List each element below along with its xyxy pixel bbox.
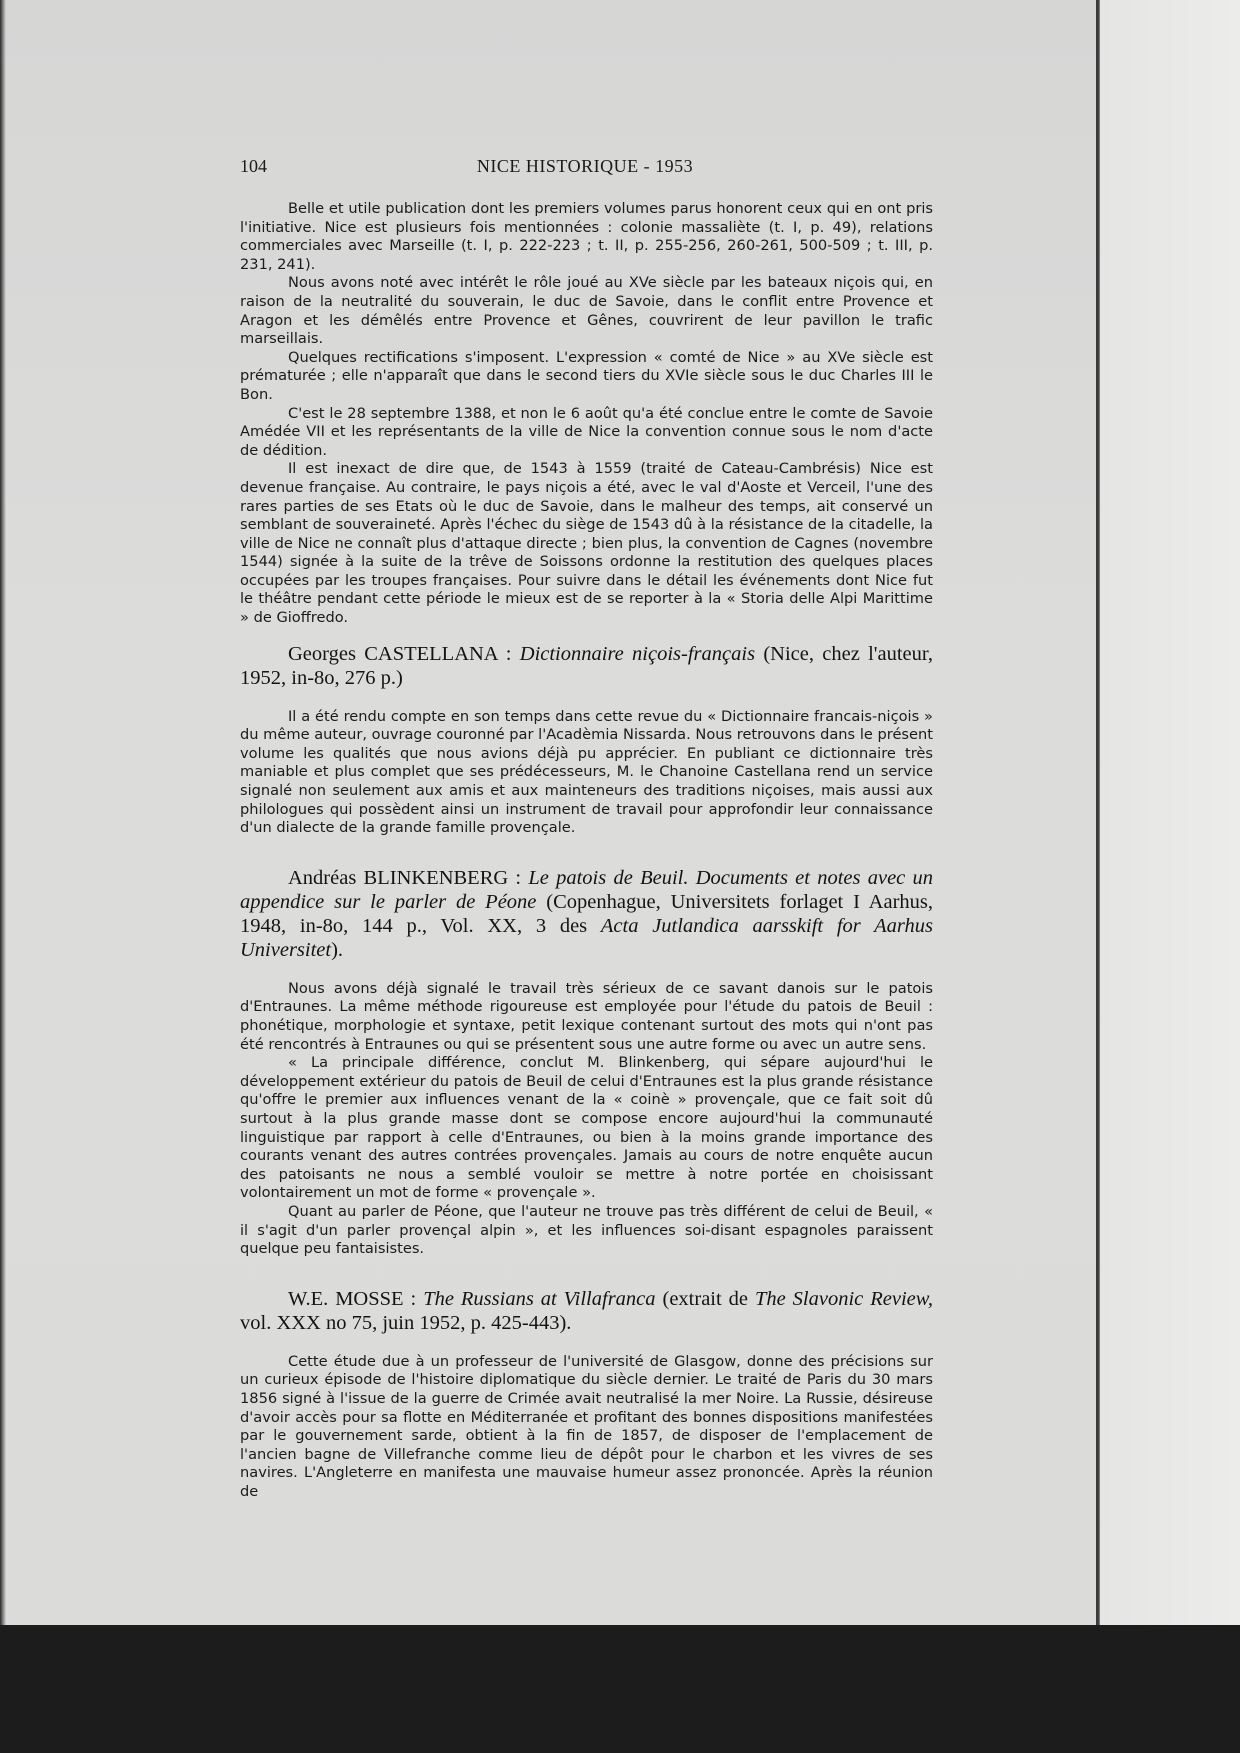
paragraph: Il est inexact de dire que, de 1543 à 1559 (traité de Cateau-Cambrésis) Nice est devenue française. Au contraire, le pays niçois a été, avec le val d'Aoste et Verceil, l'une des rares parties de ses Etats où le duc de Savoie, dans le malheur des temps, ait conservé un semblant de souveraineté. Après l'échec du siège de 1543 dû à la résistance de la citadelle, la ville de Nice ne connaît plus d'attaque directe ; bien plus, la convention de Cagnes (novembre 1544) signée à la suite de la trêve de Soissons ordonne la restitution des quelques places occupées par les troupes françaises. Pour suivre dans le détail les événements dont Nice fut le théâtre pendant cette période le mieux est de se reporter à la « Storia delle Alpi Marittime » de Gioffredo. bbox=[240, 460, 933, 627]
review-details: (extrait de bbox=[662, 1287, 748, 1310]
paragraph: Nous avons noté avec intérêt le rôle joué au XVe siècle par les bateaux niçois qui, en raison de la neutralité du souverain, le duc de Savoie, dans le conflit entre Provence et Aragon et les démêlés entre Provence et Gênes, couvrirent de leur pavillon le trafic marseillais. bbox=[240, 274, 933, 348]
paragraph: Quant au parler de Péone, que l'auteur ne trouve pas très différent de celui de Beuil, « il s'agit d'un parler provençal alpin », et les influences soi-disant espagnoles paraissent quelque peu fantaisistes. bbox=[240, 1202, 933, 1258]
journal-title: NICE HISTORIQUE - 1953 bbox=[476, 156, 694, 176]
review-details-end: ). bbox=[331, 938, 344, 961]
paragraph: Nous avons déjà signalé le travail très sérieux de ce savant danois sur le patois d'Entraunes. La même méthode rigoureuse est employée pour l'étude du patois de Beuil : phonétique, morphologie et syntaxe, petit lexique contenant surtout des mots qui n'ont pas été rencontrés à Entraunes ou qui se présentent sous une autre forme ou avec un autre sens. bbox=[240, 979, 933, 1053]
scanner-bed bbox=[0, 1625, 1240, 1753]
review-details: (Nice, chez l'auteur, 1952, in-8o, 276 p.) bbox=[240, 642, 934, 689]
paragraph: Belle et utile publication dont les premiers volumes parus honorent ceux qui en ont pris l'initiative. Nice est plusieurs fois mentionnées : colonie massaliète (t. I, p. 49), relations commerciales avec Marseille (t. I, p. 222-223 ; t. II, p. 255-256, 260-261, 500-509 ; t. III, p. 231, 241). bbox=[240, 200, 933, 273]
review-heading-castellana bbox=[240, 642, 933, 690]
review-author: Andréas BLINKENBERG : bbox=[288, 866, 522, 889]
review-book-title: Le patois de Beuil. Documents et notes avec un appendice sur le parler de Péone bbox=[240, 866, 934, 913]
paragraph: Il a été rendu compte en son temps dans cette revue du « Dictionnaire francais-niçois » du même auteur, ouvrage couronné par l'Acadèmia Nissarda. Nous retrouvons dans le présent volume les qualités que nous avions déjà pu apprécier. En publiant ce dictionnaire très maniable et plus complet que ses prédécesseurs, M. le Chanoine Castellana rend un service signalé non seulement aux amis et aux mainteneurs des traditions niçoises, mais aussi aux philologues qui possèdent ainsi un instrument de travail pour approfondir leur connaissance d'un dialecte de la grande famille provençale. bbox=[240, 707, 933, 837]
review-details: (Copenhague, Universitets forlaget I Aarhus, 1948, in-8o, 144 p., Vol. XX, 3 des bbox=[240, 890, 934, 937]
review-heading-mosse bbox=[240, 1287, 933, 1335]
running-head bbox=[240, 156, 930, 182]
review-series-title: Acta Jutlandica aarsskift for Aarhus Universitet bbox=[240, 914, 933, 961]
paragraph: « La principale différence, conclut M. Blinkenberg, qui sépare aujourd'hui le développement extérieur du patois de Beuil de celui d'Entraunes est la plus grande résistance qu'offre le premier aux influences venant de la « coinè » provençale, que ce fait soit dû surtout à la plus grande masse dont se compose encore aujourd'hui la communauté linguistique par rapport à celle d'Entraunes, ou bien à la moins grande importance des courants venant des autres contrées provençales. Jamais au cours de notre enquête aucun des patoisants ne nous a semblé vouloir se mettre à notre portée en choisissant volontairement un mot de forme « provençale ». bbox=[240, 1054, 933, 1202]
review-heading-blinkenberg bbox=[240, 866, 933, 962]
review-author: Georges CASTELLANA : bbox=[288, 642, 512, 665]
paragraph: C'est le 28 septembre 1388, et non le 6 août qu'a été conclue entre le comte de Savoie Amédée VII et les représentants de la ville de Nice la convention connue sous le nom d'acte de dédition. bbox=[240, 404, 933, 459]
review-journal-title: The Slavonic Review, bbox=[754, 1287, 934, 1310]
review-details-end: vol. XXX no 75, juin 1952, p. 425-443). bbox=[240, 1311, 572, 1334]
paragraph: Cette étude due à un professeur de l'université de Glasgow, donne des précisions sur un curieux épisode de l'histoire diplomatique du siècle dernier. Le traité de Paris du 30 mars 1856 signé à l'issue de la guerre de Crimée avait neutralisé la mer Noire. La Russie, désireuse d'avoir accès pour sa flotte en Méditerranée et profitant des bonnes dispositions manifestées par le gouvernement sarde, obtient à la fin de 1857, de disposer de l'emplacement de l'ancien bagne de Villefranche comme lieu de dépôt pour le charbon et les vivres de ses navires. L'Angleterre en manifesta une mauvaise humeur assez prononcée. Après la réunion de bbox=[240, 1352, 933, 1500]
review-book-title: Dictionnaire niçois-français bbox=[519, 642, 756, 665]
facing-page-edge bbox=[1100, 0, 1240, 1625]
review-article-title: The Russians at Villafranca bbox=[423, 1287, 656, 1310]
page-body bbox=[240, 200, 933, 1501]
review-author: W.E. MOSSE : bbox=[288, 1287, 417, 1310]
page-number: 104 bbox=[240, 156, 267, 176]
paragraph: Quelques rectifications s'imposent. L'expression « comté de Nice » au XVe siècle est prématurée ; elle n'apparaît que dans le second tiers du XVIe siècle sous le duc Charles III le Bon. bbox=[240, 348, 933, 403]
